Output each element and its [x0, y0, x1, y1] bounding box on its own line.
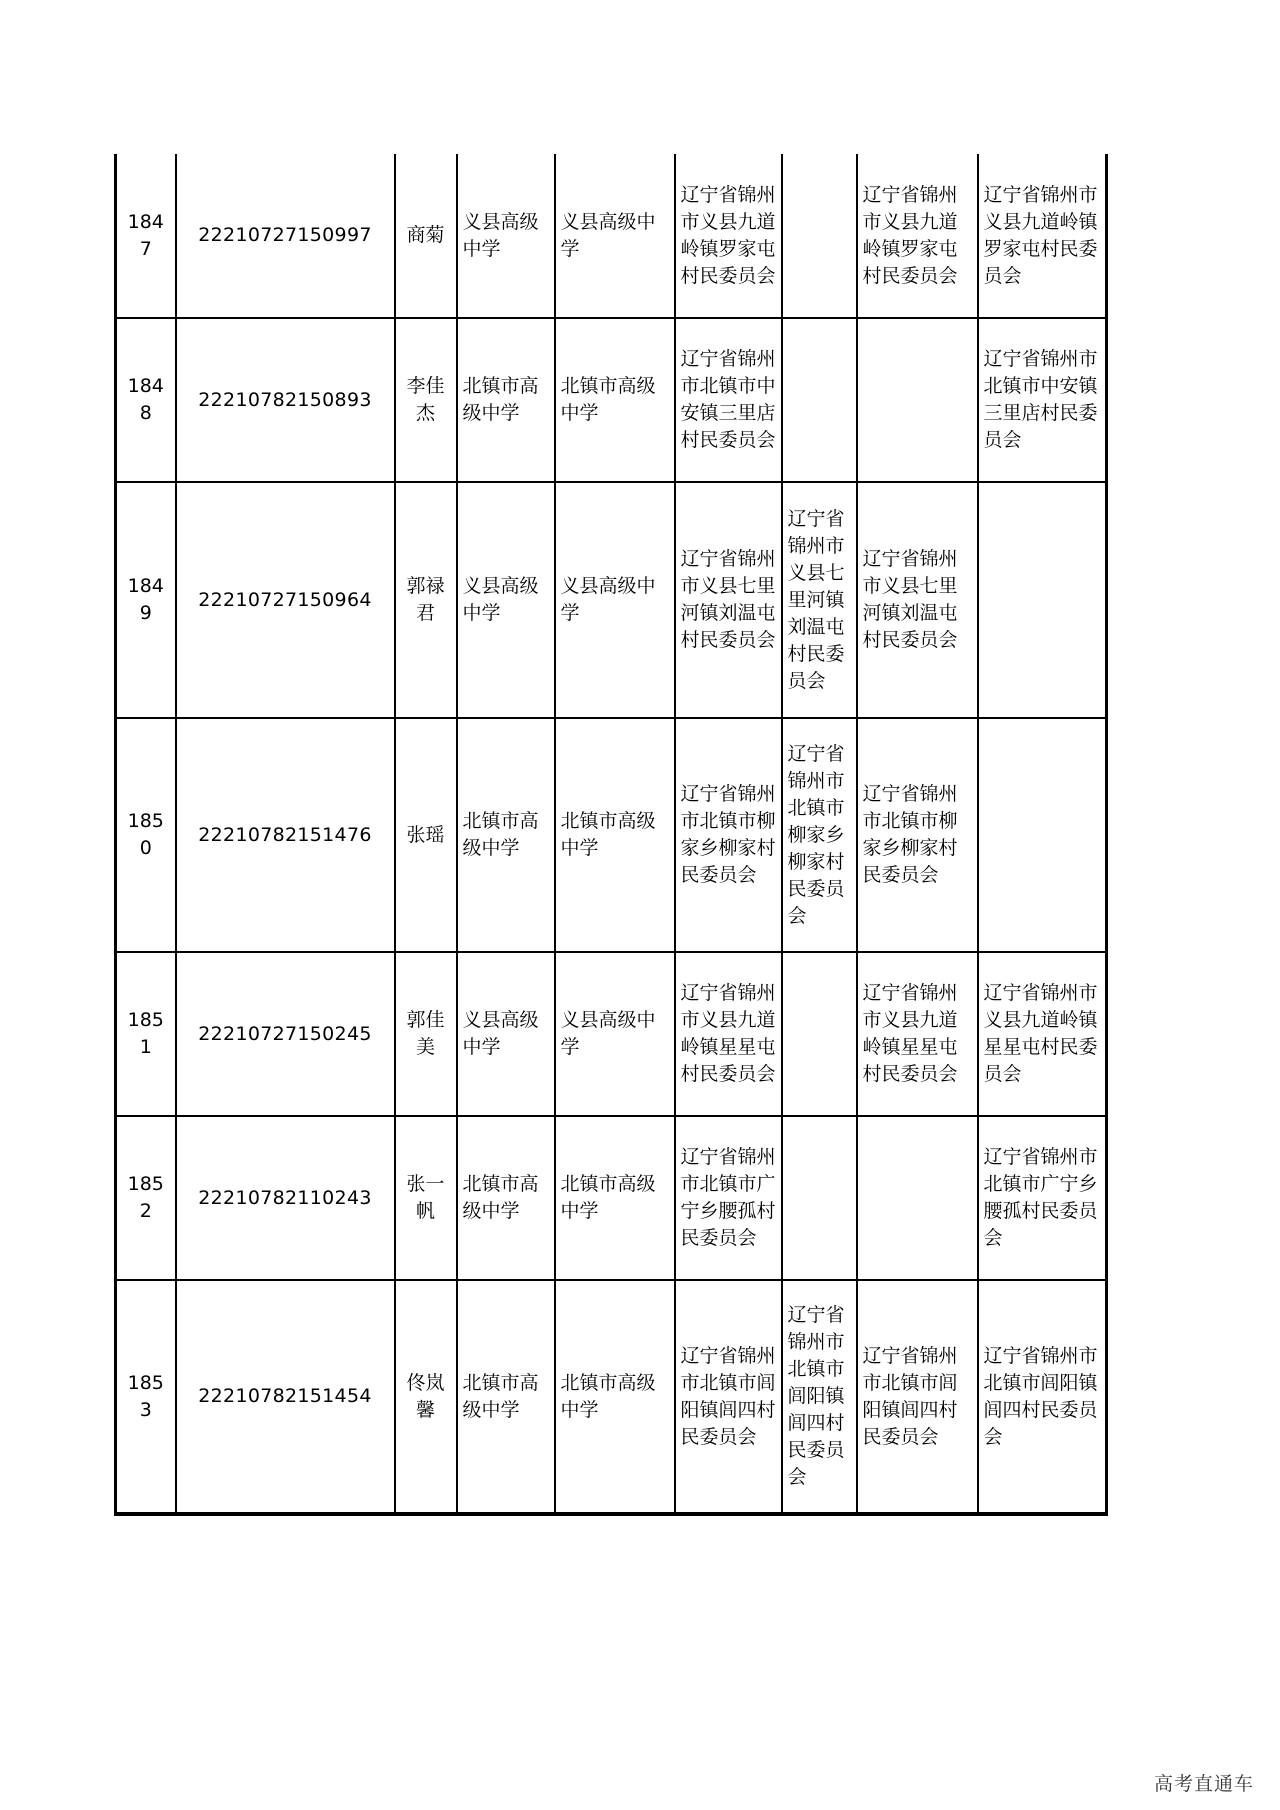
school-name-cell: 北镇市高级中学	[457, 718, 555, 952]
registered-address-cell: 辽宁省锦州市义县九道岭镇罗家屯村民委员会	[675, 154, 782, 318]
candidate-name-cell: 佟岚馨	[395, 1280, 457, 1514]
address-column-3-cell: 辽宁省锦州市义县九道岭镇星星屯村民委员会	[857, 952, 978, 1116]
candidate-name-cell: 李佳杰	[395, 318, 457, 482]
school-name-cell: 北镇市高级中学	[457, 1280, 555, 1514]
row-number-cell: 1853	[116, 1280, 176, 1514]
candidate-name-cell: 张瑶	[395, 718, 457, 952]
address-column-2-cell	[782, 318, 857, 482]
address-column-4-cell: 辽宁省锦州市北镇市广宁乡腰孤村民委员会	[978, 1116, 1107, 1280]
table-row	[116, 482, 1107, 718]
registered-address-cell: 辽宁省锦州市北镇市中安镇三里店村民委员会	[675, 318, 782, 482]
address-column-2-cell: 辽宁省锦州市义县七里河镇刘温屯村民委员会	[782, 482, 857, 718]
address-column-3-cell: 辽宁省锦州市北镇市闾阳镇闾四村民委员会	[857, 1280, 978, 1514]
address-column-4-cell: 辽宁省锦州市义县九道岭镇星星屯村民委员会	[978, 952, 1107, 1116]
address-column-3-cell	[857, 318, 978, 482]
registered-address-cell: 辽宁省锦州市北镇市柳家乡柳家村民委员会	[675, 718, 782, 952]
row-number-cell: 1848	[116, 318, 176, 482]
high-school-name-cell: 义县高级中学	[555, 952, 675, 1116]
row-number-cell: 1847	[116, 154, 176, 318]
address-column-2-cell	[782, 1116, 857, 1280]
school-name-cell: 北镇市高级中学	[457, 1116, 555, 1280]
row-number-cell: 1852	[116, 1116, 176, 1280]
candidate-name-cell: 郭禄君	[395, 482, 457, 718]
high-school-name-cell: 义县高级中学	[555, 154, 675, 318]
candidate-id-cell: 22210782110243	[176, 1116, 395, 1280]
address-column-4-cell: 辽宁省锦州市北镇市闾阳镇闾四村民委员会	[978, 1280, 1107, 1514]
row-number-cell: 1849	[116, 482, 176, 718]
candidate-id-cell: 22210727150245	[176, 952, 395, 1116]
address-column-4-cell: 辽宁省锦州市北镇市中安镇三里店村民委员会	[978, 318, 1107, 482]
row-number-cell: 1850	[116, 718, 176, 952]
candidate-name-cell: 郭佳美	[395, 952, 457, 1116]
high-school-name-cell: 北镇市高级中学	[555, 1116, 675, 1280]
candidate-id-cell: 22210782151476	[176, 718, 395, 952]
table-row	[116, 154, 1107, 318]
registered-address-cell: 辽宁省锦州市义县九道岭镇星星屯村民委员会	[675, 952, 782, 1116]
address-column-3-cell: 辽宁省锦州市义县七里河镇刘温屯村民委员会	[857, 482, 978, 718]
watermark: 高考直通车	[1153, 1773, 1254, 1795]
address-column-4-cell	[978, 718, 1107, 952]
table-row	[116, 1280, 1107, 1514]
row-number-cell: 1851	[116, 952, 176, 1116]
table-row	[116, 1116, 1107, 1280]
candidate-id-cell: 22210782151454	[176, 1280, 395, 1514]
high-school-name-cell: 北镇市高级中学	[555, 718, 675, 952]
candidate-name-cell: 张一帆	[395, 1116, 457, 1280]
address-column-4-cell: 辽宁省锦州市义县九道岭镇罗家屯村民委员会	[978, 154, 1107, 318]
school-name-cell: 义县高级中学	[457, 154, 555, 318]
high-school-name-cell: 北镇市高级中学	[555, 318, 675, 482]
candidate-id-cell: 22210727150997	[176, 154, 395, 318]
address-column-2-cell: 辽宁省锦州市北镇市闾阳镇闾四村民委员会	[782, 1280, 857, 1514]
address-column-3-cell: 辽宁省锦州市义县九道岭镇罗家屯村民委员会	[857, 154, 978, 318]
table-row	[116, 952, 1107, 1116]
school-name-cell: 义县高级中学	[457, 482, 555, 718]
high-school-name-cell: 北镇市高级中学	[555, 1280, 675, 1514]
address-column-2-cell	[782, 952, 857, 1116]
registered-address-cell: 辽宁省锦州市北镇市广宁乡腰孤村民委员会	[675, 1116, 782, 1280]
roster-table	[114, 154, 1108, 1516]
registered-address-cell: 辽宁省锦州市义县七里河镇刘温屯村民委员会	[675, 482, 782, 718]
candidate-id-cell: 22210782150893	[176, 318, 395, 482]
address-column-2-cell: 辽宁省锦州市北镇市柳家乡柳家村民委员会	[782, 718, 857, 952]
address-column-4-cell	[978, 482, 1107, 718]
high-school-name-cell: 义县高级中学	[555, 482, 675, 718]
candidate-name-cell: 商菊	[395, 154, 457, 318]
table-row	[116, 718, 1107, 952]
candidate-id-cell: 22210727150964	[176, 482, 395, 718]
address-column-3-cell: 辽宁省锦州市北镇市柳家乡柳家村民委员会	[857, 718, 978, 952]
table-row	[116, 318, 1107, 482]
school-name-cell: 北镇市高级中学	[457, 318, 555, 482]
registered-address-cell: 辽宁省锦州市北镇市闾阳镇闾四村民委员会	[675, 1280, 782, 1514]
school-name-cell: 义县高级中学	[457, 952, 555, 1116]
roster-table-container	[114, 154, 1105, 1516]
address-column-2-cell	[782, 154, 857, 318]
address-column-3-cell	[857, 1116, 978, 1280]
